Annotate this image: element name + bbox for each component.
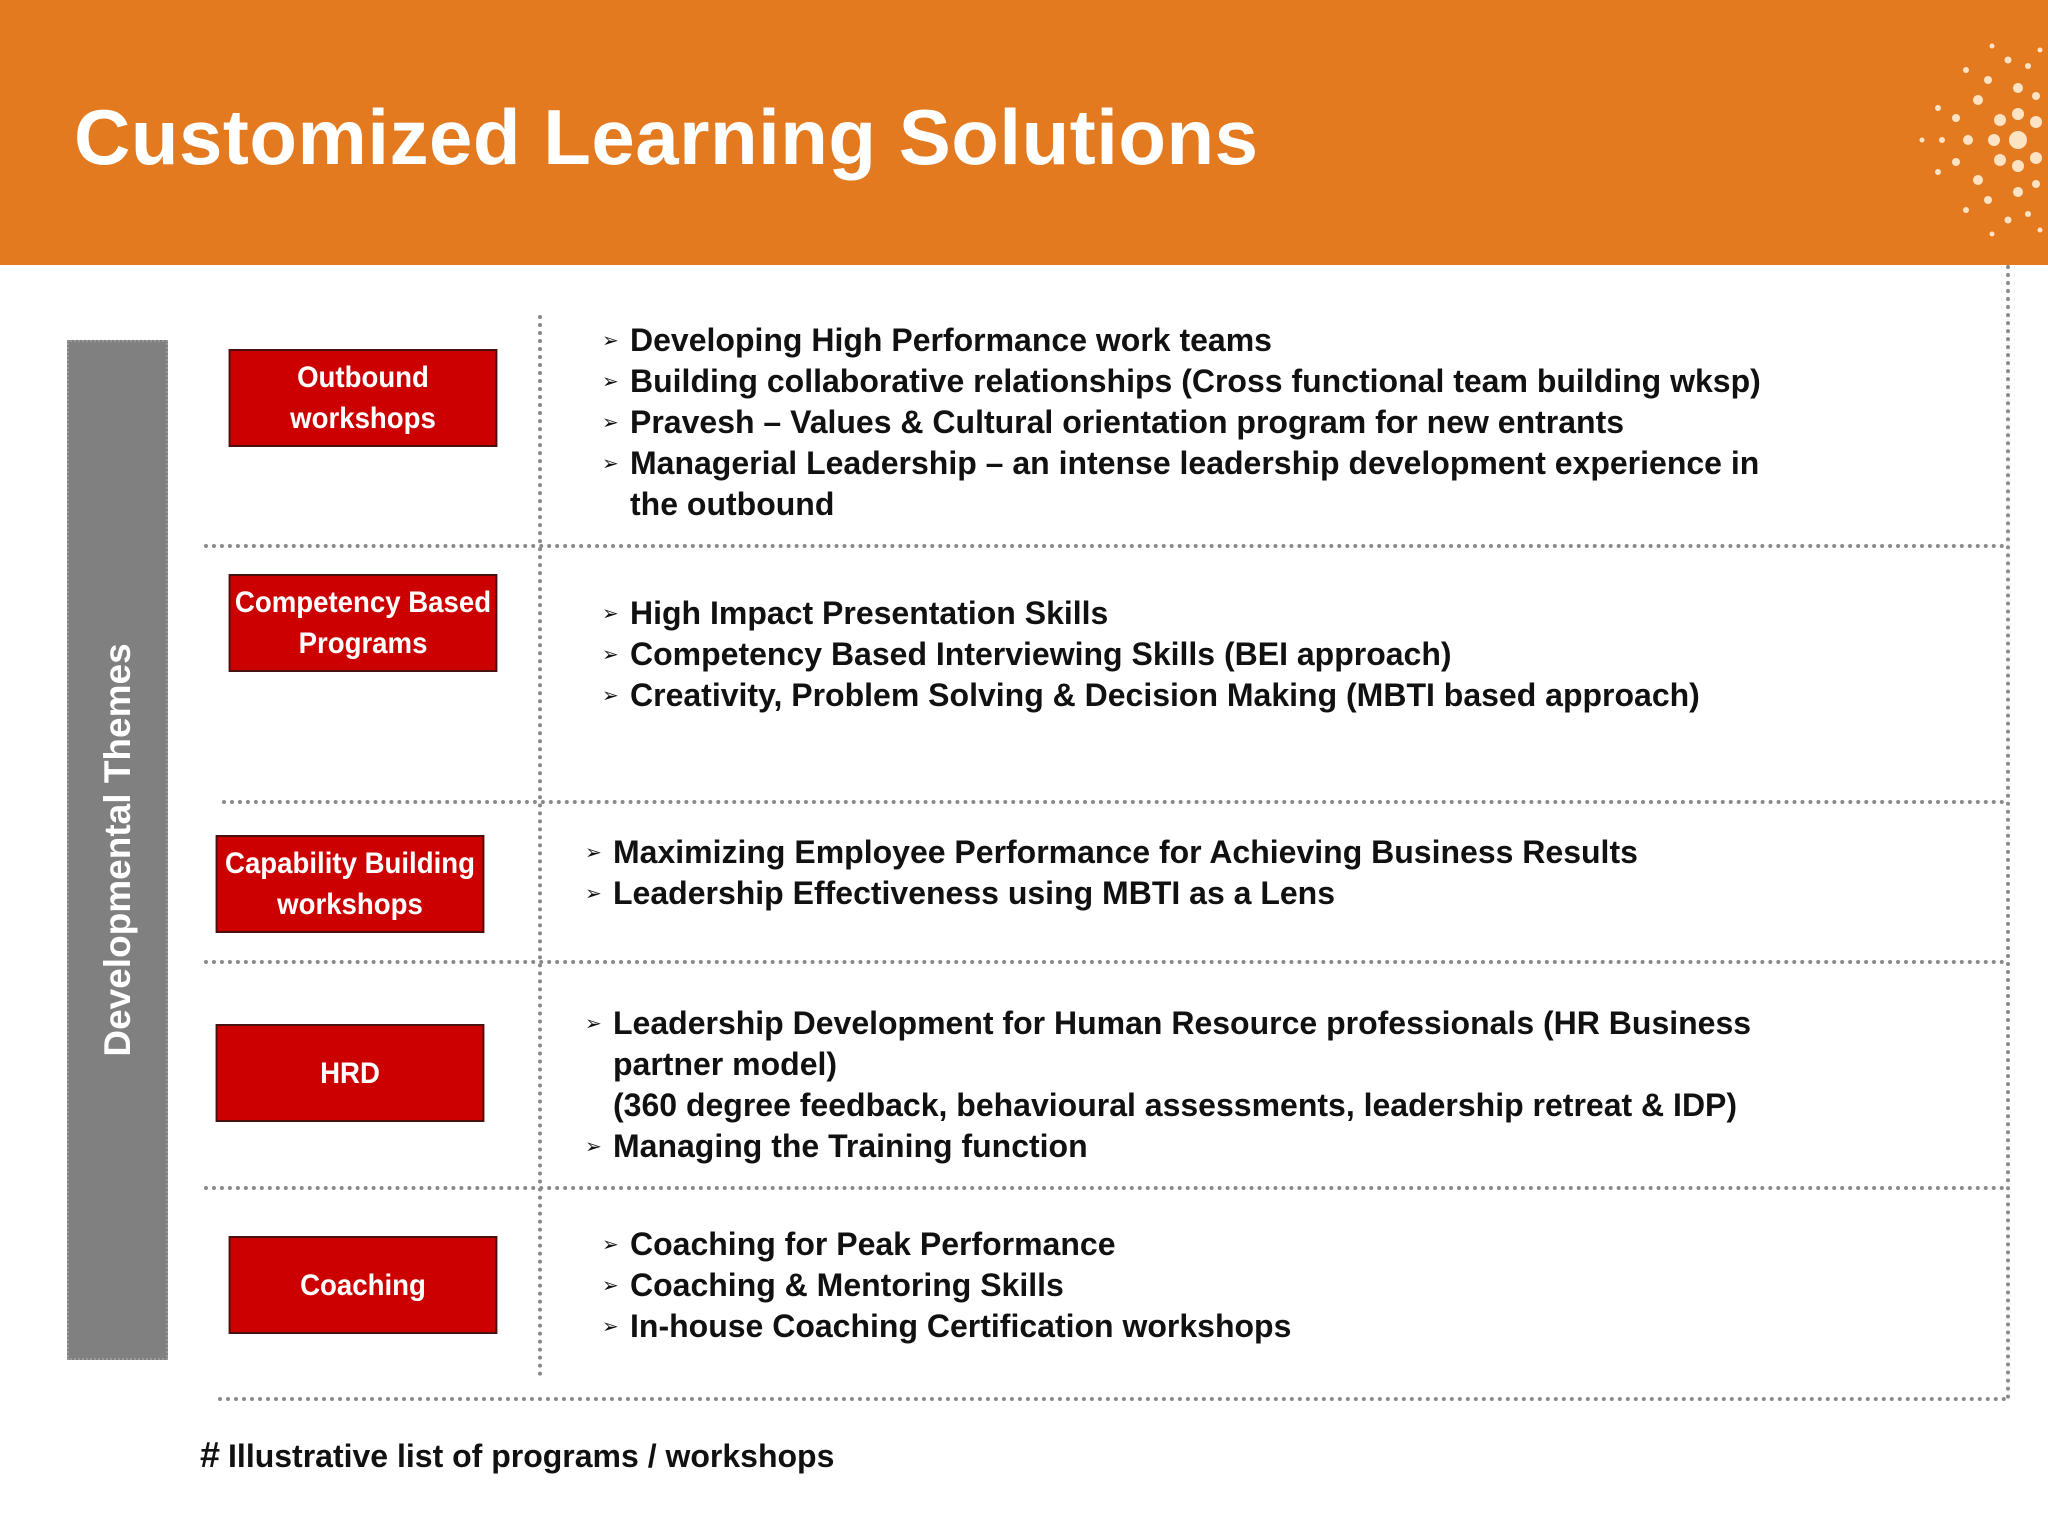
footnote — [200, 1434, 834, 1476]
theme-label: Capability Building — [225, 847, 475, 880]
right-border — [2006, 265, 2010, 1400]
row-divider — [204, 1186, 2006, 1190]
list-item: ➢ Coaching for Peak Performance — [602, 1224, 1291, 1265]
bullet-list-competency — [602, 593, 1700, 716]
footnote-symbol: # — [200, 1434, 221, 1475]
bullet-list-hrd — [585, 1003, 1751, 1167]
list-item: ➢ Managerial Leadership – an intense leadership development experience in — [602, 443, 1761, 484]
list-item: ➢ Building collaborative relationships (Cross functional team building wksp) — [602, 361, 1761, 402]
theme-label: Competency Based — [234, 586, 492, 619]
list-item: ➢ Leadership Development for Human Resource professionals (HR Business — [585, 1003, 1751, 1044]
row-divider — [204, 960, 2006, 964]
theme-label: Programs — [298, 627, 428, 660]
theme-label: Outbound — [297, 361, 429, 394]
list-item: ➢ Managing the Training function — [585, 1126, 1751, 1167]
list-item: ➢ High Impact Presentation Skills — [602, 593, 1700, 634]
sunburst-logo-icon — [1908, 30, 2048, 250]
list-item: the outbound — [630, 486, 835, 522]
list-item: ➢ Creativity, Problem Solving & Decision Making (MBTI based approach) — [602, 675, 1700, 716]
bottom-border — [218, 1397, 2008, 1401]
column-divider — [538, 315, 542, 1377]
theme-hrd — [216, 1024, 485, 1122]
list-item: ➢ In-house Coaching Certification workshops — [602, 1306, 1291, 1347]
side-label: Developmental Themes — [96, 643, 138, 1057]
list-item: ➢ Maximizing Employee Performance for Achieving Business Results — [585, 832, 1638, 873]
list-item: ➢ Coaching & Mentoring Skills — [602, 1265, 1291, 1306]
theme-coaching — [229, 1236, 498, 1334]
row-divider — [222, 800, 2006, 804]
header-banner — [0, 0, 2048, 265]
bullet-list-capability — [585, 832, 1638, 914]
theme-capability-building-workshops — [216, 835, 485, 933]
page-title: Customized Learning Solutions — [74, 93, 1259, 181]
theme-label: Coaching — [300, 1268, 426, 1302]
list-item: ➢ Pravesh – Values & Cultural orientation program for new entrants — [602, 402, 1761, 443]
list-item: ➢ Competency Based Interviewing Skills (BEI approach) — [602, 634, 1700, 675]
footnote-text: Illustrative list of programs / workshops — [228, 1438, 835, 1474]
bullet-list-outbound — [602, 320, 1761, 525]
theme-label: workshops — [290, 402, 436, 435]
bullet-list-coaching — [602, 1224, 1291, 1347]
developmental-themes-bar — [67, 340, 168, 1360]
list-item: ➢ Leadership Effectiveness using MBTI as a Lens — [585, 873, 1638, 914]
row-divider — [204, 544, 2006, 548]
theme-label: HRD — [320, 1056, 380, 1090]
list-item: ➢ Developing High Performance work teams — [602, 320, 1761, 361]
list-item: partner model) — [613, 1046, 838, 1082]
theme-label: workshops — [277, 888, 423, 921]
list-item: (360 degree feedback, behavioural assessments, leadership retreat & IDP) — [613, 1087, 1738, 1123]
theme-competency-based-programs — [229, 574, 498, 672]
theme-outbound-workshops — [229, 349, 498, 447]
